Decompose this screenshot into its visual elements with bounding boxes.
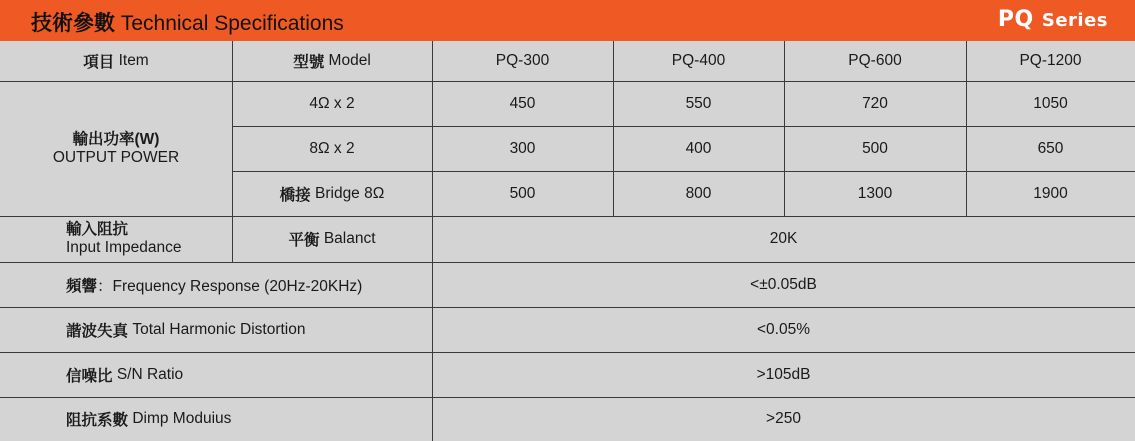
model-name: PQ-1200 [1019, 52, 1082, 69]
input-impedance-zh: 輸入阻抗 [66, 221, 129, 239]
power-value: 300 [509, 139, 536, 157]
bridge-label-zh: 橋接 [279, 186, 311, 204]
power-value: 720 [862, 94, 888, 112]
balance-label-en: Balanct [323, 230, 376, 247]
power-value: 500 [862, 139, 888, 157]
bridge-label-en: Bridge 8Ω [315, 184, 385, 202]
power-value: 450 [509, 94, 536, 112]
spec-label-en: ：Frequency Response (20Hz-20KHz) [97, 277, 363, 295]
spec-label [0, 262, 432, 307]
model-name: PQ-600 [848, 52, 902, 69]
input-impedance-value: 20K [769, 230, 798, 247]
load-label: 8Ω x 2 [309, 139, 355, 157]
model-name: PQ-300 [495, 52, 550, 69]
header-bar [0, 0, 1135, 41]
input-impedance-label [0, 216, 232, 262]
power-value: 650 [1037, 139, 1064, 157]
output-power-en: OUTPUT POWER [52, 148, 180, 166]
power-value: 800 [685, 184, 712, 202]
spec-value: <0.05% [756, 320, 810, 338]
title-en: Technical Specifications [120, 12, 344, 35]
title-zh: 技術參數 [31, 12, 115, 35]
model-header-en: Model [328, 52, 371, 69]
spec-label [0, 307, 432, 352]
spec-label-zh: 諧波失真 [66, 322, 129, 340]
series-big: PQ [997, 7, 1034, 32]
balance-label [232, 216, 432, 262]
spec-value: >250 [766, 410, 801, 427]
balance-label-zh: 平衡 [288, 232, 320, 249]
input-impedance-en: Input Impedance [66, 239, 182, 256]
spec-value: >105dB [756, 365, 811, 383]
spec-label [0, 352, 432, 397]
output-power-zh: 輸出功率(W) [72, 130, 160, 148]
power-value: 1050 [1033, 94, 1068, 112]
model-header [232, 41, 432, 81]
page-title [31, 7, 344, 37]
model-header-zh: 型號 [293, 54, 325, 71]
power-value: 1300 [857, 184, 893, 202]
load-label: 4Ω x 2 [309, 94, 355, 112]
spec-label-en: Total Harmonic Distortion [132, 320, 306, 338]
power-value: 1900 [1033, 184, 1068, 202]
spec-label-en: S/N Ratio [116, 365, 184, 383]
spec-value: <±0.05dB [750, 275, 817, 293]
spec-label [0, 397, 432, 441]
spec-label-en: Dimp Moduius [132, 410, 232, 427]
item-header-en: Item [118, 52, 149, 69]
spec-label-zh: 信噪比 [66, 367, 113, 385]
item-header [0, 41, 232, 81]
spec-label-zh: 阻抗系數 [66, 412, 129, 429]
power-value: 400 [685, 139, 712, 157]
power-value: 550 [685, 94, 712, 112]
spec-label-zh: 頻響 [66, 277, 98, 295]
item-header-zh: 項目 [83, 54, 115, 71]
bridge-label [232, 171, 432, 216]
power-value: 500 [509, 184, 536, 202]
series-label [998, 7, 1108, 32]
series-small: Series [1041, 10, 1108, 31]
model-name: PQ-400 [671, 52, 726, 69]
output-power-label [0, 81, 232, 216]
